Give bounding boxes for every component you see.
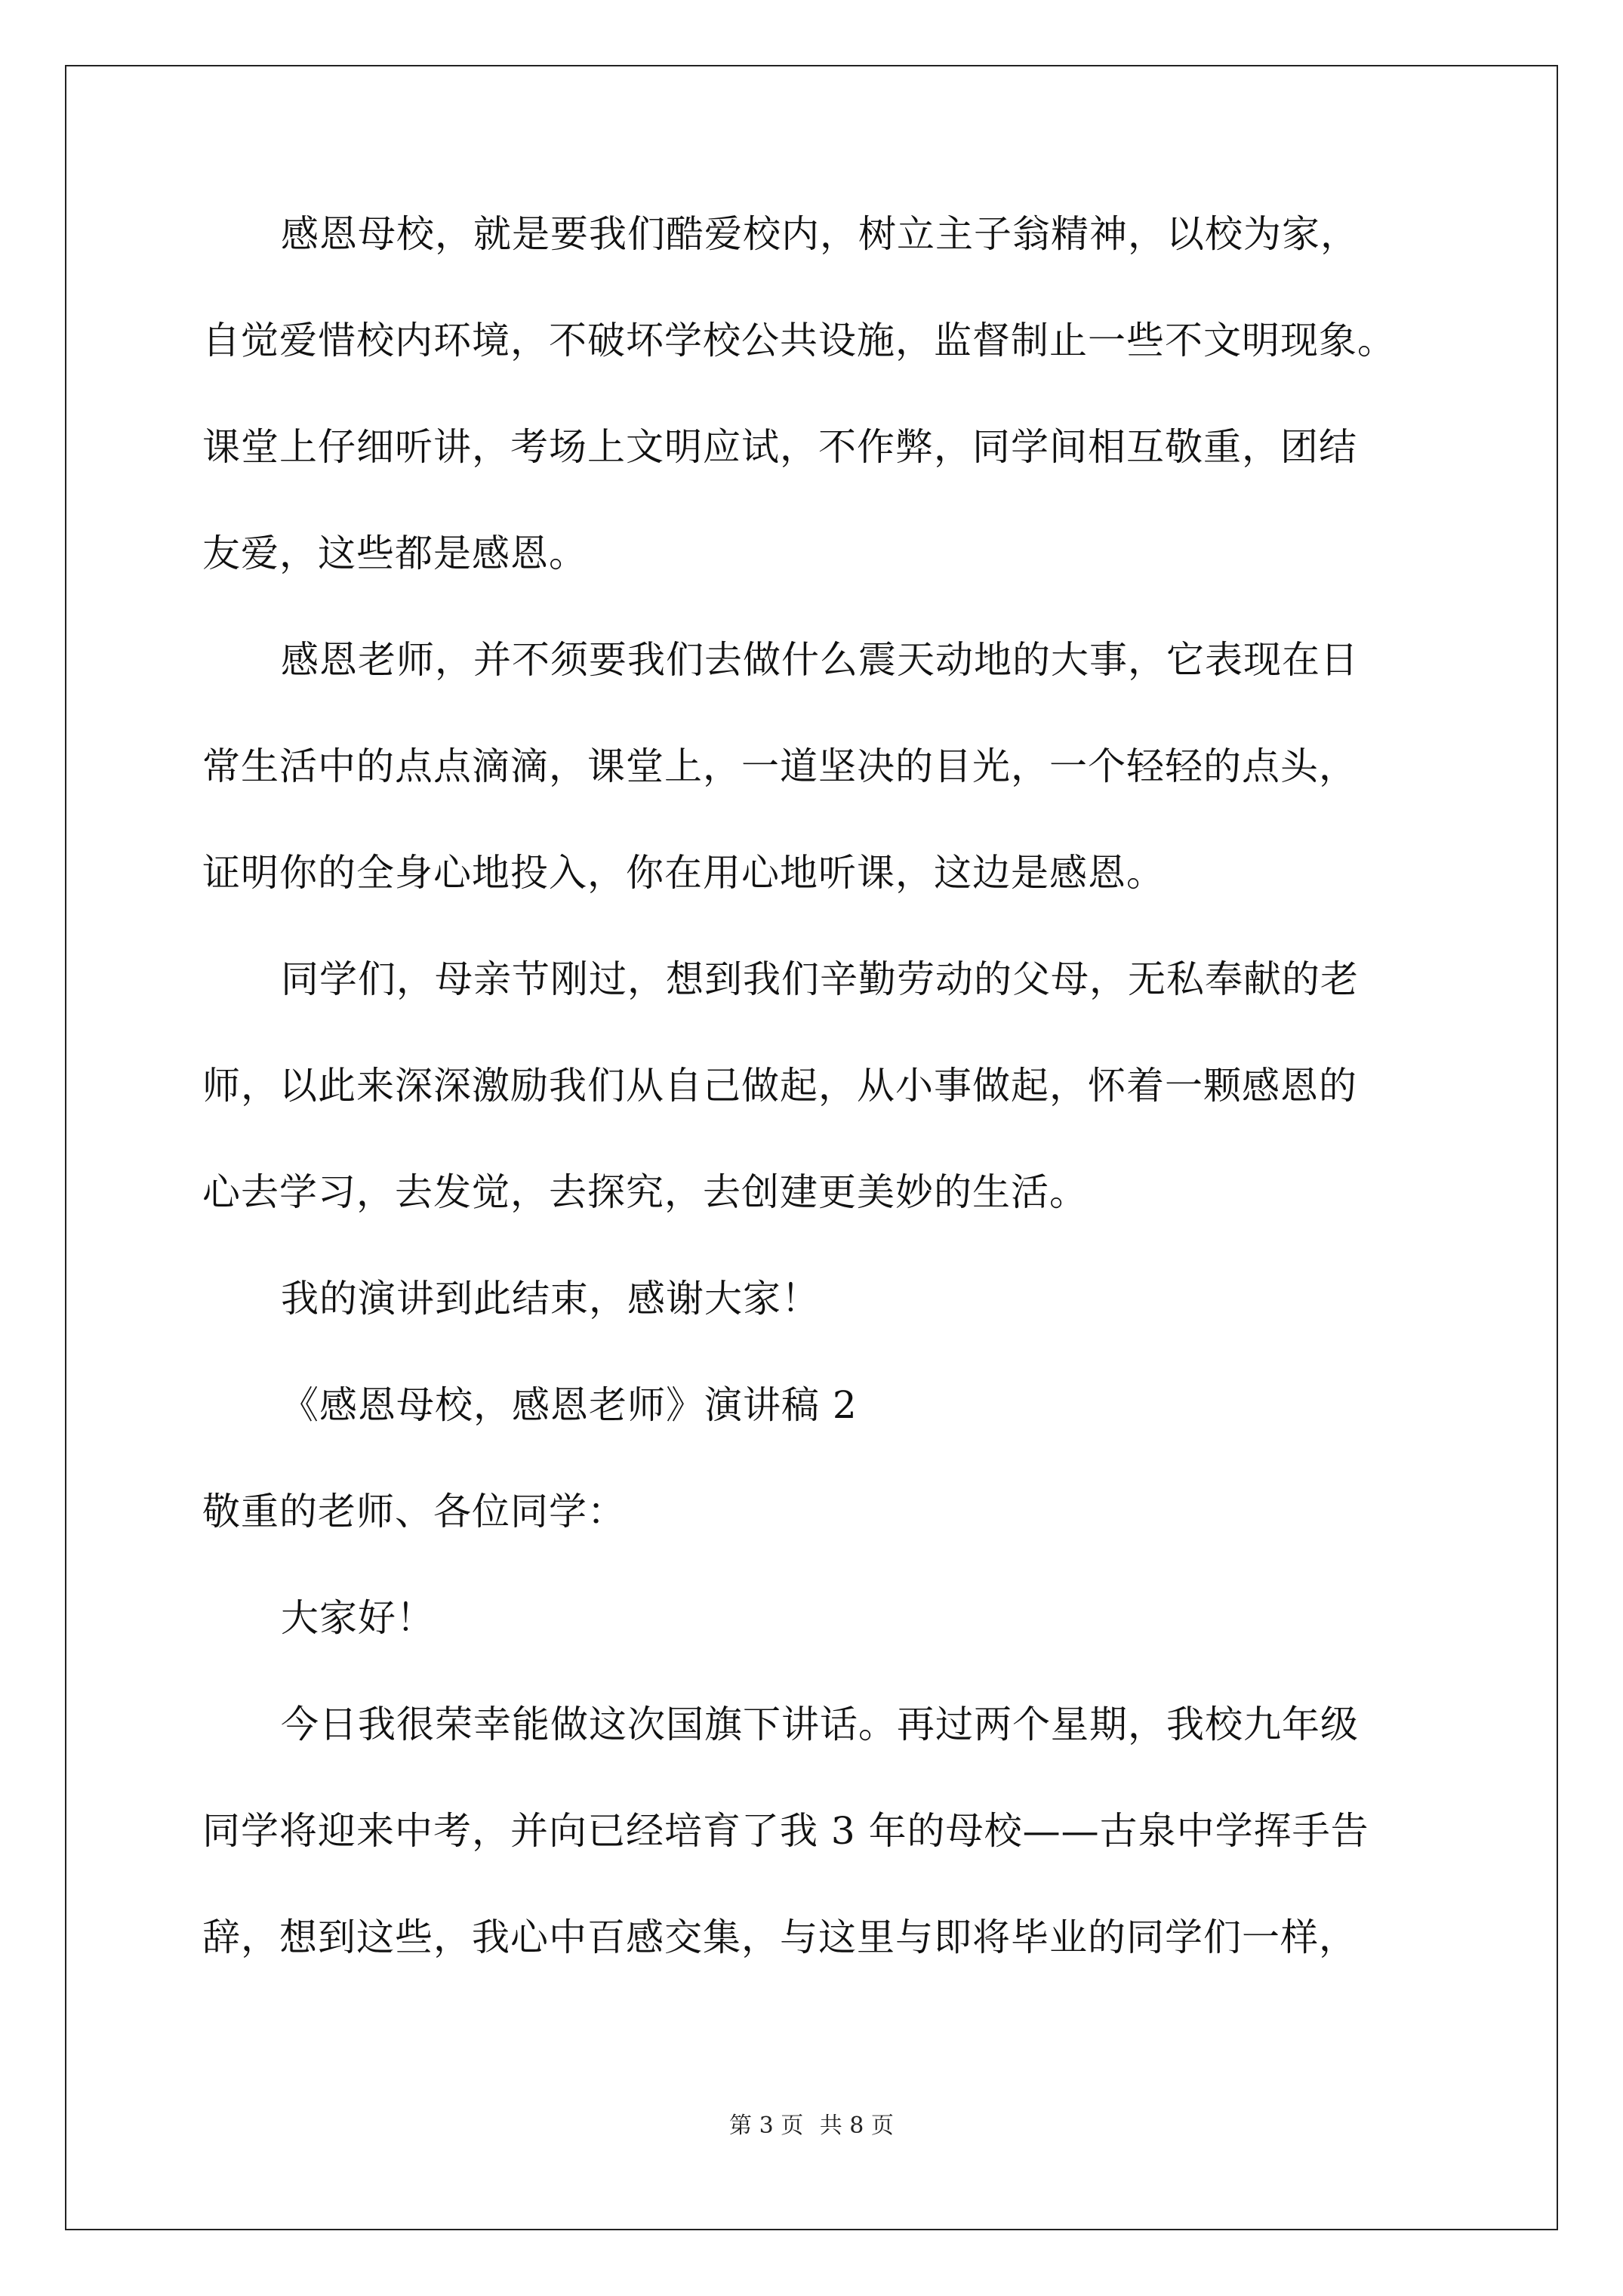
page-footer: [0, 2111, 1623, 2141]
paragraph-line: 友爱，这些都是感恩。: [202, 532, 587, 575]
paragraph-line: 常生活中的点点滴滴，课堂上，一道坚决的目光，一个轻轻的点头，: [202, 744, 1357, 788]
paragraph-line: 心去学习，去发觉，去探究，去创建更美妙的生活。: [202, 1170, 1088, 1214]
paragraph-line: 证明你的全身心地投入，你在用心地听课，这边是感恩。: [202, 851, 1165, 895]
page-number: 第 3 页: [729, 2113, 804, 2139]
paragraph-line: 同学们，母亲节刚过，想到我们辛勤劳动的父母，无私奉献的老: [281, 957, 1359, 1001]
paragraph-line: 师，以此来深深激励我们从自己做起，从小事做起，怀着一颗感恩的: [202, 1064, 1357, 1108]
paragraph-line: 感恩母校，就是要我们酷爱校内，树立主子翁精神，以校为家，: [281, 212, 1359, 256]
paragraph-line: 课堂上仔细听讲，考场上文明应试，不作弊，同学间相互敬重，团结: [202, 425, 1357, 469]
paragraph-line: 同学将迎来中考，并向已经培育了我 3 年的母校——古泉中学挥手告: [202, 1809, 1369, 1853]
greeting: 大家好！: [281, 1596, 435, 1640]
paragraph-line: 自觉爱惜校内环境，不破坏学校公共设施，监督制止一些不文明现象。: [202, 319, 1396, 362]
paragraph-line: 辞，想到这些，我心中百感交集，与这里与即将毕业的同学们一样，: [202, 1915, 1357, 1959]
section-title: 《感恩母校，感恩老师》演讲稿 2: [281, 1383, 858, 1427]
page-border: [65, 65, 1558, 2230]
salutation: 敬重的老师、各位同学：: [202, 1490, 626, 1533]
paragraph-line: 今日我很荣幸能做这次国旗下讲话。再过两个星期，我校九年级: [281, 1703, 1359, 1746]
page-total: 共 8 页: [819, 2113, 894, 2139]
paragraph-line: 我的演讲到此结束，感谢大家！: [281, 1277, 820, 1321]
paragraph-line: 感恩老师，并不须要我们去做什么震天动地的大事，它表现在日: [281, 638, 1359, 682]
